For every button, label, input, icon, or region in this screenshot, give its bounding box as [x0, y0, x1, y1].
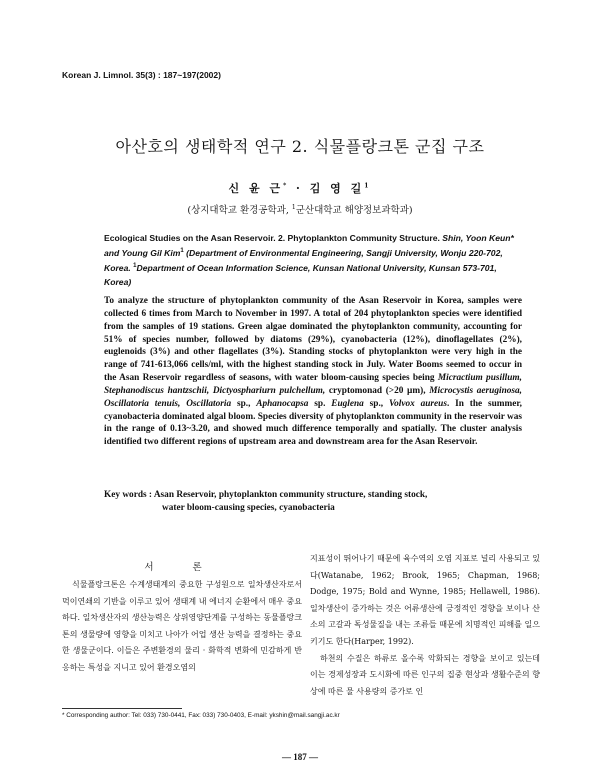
affiliation-part-2: 군산대학교 해양정보과학과): [295, 205, 413, 216]
english-authors: Shin, Yoon Keun* and Young Gil Kim: [104, 233, 514, 259]
footnote-rule: [62, 708, 182, 709]
abstract-species-1: Micractium pusillum, Stephanodiscus hantzschii, Dictyosphariurn pulchellum,: [104, 373, 522, 396]
english-title: Ecological Studies on the Asan Reservoir. 2. Phytoplankton Community Structure.: [104, 233, 440, 243]
abstract-species-3: Aphanocapsa: [256, 398, 309, 409]
page-number: — 187 —: [282, 752, 318, 762]
english-sup-2: 1: [133, 263, 137, 270]
affiliation-mark: 1: [364, 182, 372, 190]
abstract: [104, 295, 522, 449]
abstract-text-3: sp.,: [231, 398, 257, 409]
right-column: [310, 551, 540, 700]
affiliation-line: [0, 202, 600, 216]
author-line: [0, 180, 600, 196]
section-heading-introduction: 서 론: [144, 562, 220, 573]
author-1: 신 윤 근: [228, 182, 284, 195]
abstract-text-2: cryptomonad (>20 µm),: [325, 385, 430, 396]
english-sup-1: 1: [180, 248, 184, 255]
abstract-species-5: Volvox aureus: [388, 398, 447, 409]
journal-reference: Korean J. Limnol. 35(3) : 187~197(2002): [62, 70, 221, 80]
english-affiliation-1: (Department of Environmental Engineering, Sangji University, Wonju 220-702, Korea.: [104, 248, 503, 274]
abstract-text-5: sp.,: [363, 398, 389, 409]
author-2: 김 영 길: [309, 182, 365, 195]
english-title-block: [104, 232, 524, 289]
intro-paragraph-2: 하천의 수질은 하류로 올수록 악화되는 경향을 보이고 있는데 이는 경제성장과 도시화에 따른 인구의 집중 현상과 생활수준의 향상에 따른 물 사용량의 증가로 인: [310, 653, 540, 696]
abstract-text-6: . In the summer, cyanobacteria dominated algal bloom. Species diversity of phytoplankton community in the reservoir was in the range of 0.13~3.20, and showed much difference temporally and spatially. The cluster analysis identified two different regions of upstream area and downstream area for the Asan Reservoir.: [104, 398, 522, 448]
abstract-species-2: Microcystis aeruginosa, Oscillatoria tenuis, Oscillatoria: [104, 385, 522, 409]
author-separator: ·: [289, 182, 310, 195]
paper-title: 아산호의 생태학적 연구 2. 식물플랑크톤 군집 구조: [115, 137, 485, 156]
keywords-label: Key words :: [104, 490, 154, 500]
affiliation-part-1: (상지대학교 환경공학과,: [187, 205, 292, 216]
abstract-text-1: To analyze the structure of phytoplankton community of the Asan Reservoir in Korea, samples were collected 6 times from March to November in 1997. A total of 204 phytoplankton species were identified from the samples of 19 stations. Green algae dominated the phytoplankton community, accounting for 51% of species number, followed by diatoms (29%), cyanobacteria (12%), dinoflagellates (2%), euglenoids (3%) and other flagellates (3%). Standing stocks of phytoplankton were very high in the range of 741-613,066 cells/ml, with the highest standing stock in July. Water Booms seemed to occur in the Asan Reservoir regardless of seasons, with water bloom-causing species being: [104, 296, 522, 384]
keywords: [104, 489, 524, 514]
abstract-species-4: Euglena: [331, 398, 364, 409]
affiliation-sup: 1: [291, 203, 296, 211]
left-column: [62, 577, 302, 677]
keywords-line-2: water bloom-causing species, cyanobacteria: [162, 502, 335, 513]
english-affiliation-2: Department of Ocean Information Science, Kunsan National University, Kunsan 573-701, Korea): [104, 263, 497, 287]
abstract-text-4: sp.: [308, 398, 332, 409]
corresponding-mark: *: [283, 182, 290, 190]
intro-paragraph-1-continued: 지표성이 뛰어나기 때문에 육수역의 오염 지표로 널리 사용되고 있다(Watanabe, 1962; Brook, 1965; Chapman, 1968; Dodge, 1975; Bold and Wynne, 1985; Hellawell, 1986). 일차생산이 증가하는 것은 어류생산에 긍정적인 경향을 보이나 산소의 고갈과 독성물질을 내는 조류들 때문에 치명적인 피해를 일으키기도 한다(Harper, 1992).: [310, 554, 540, 646]
keywords-line-1: Asan Reservoir, phytoplankton community structure, standing stock,: [153, 490, 428, 500]
intro-paragraph-1: 식물플랑크톤은 수계생태계의 중요한 구성원으로 일차생산자로서 먹이연쇄의 기반을 이루고 있어 생태계 내 에너지 순환에서 매우 중요하다. 일차생산자의 생산능력은 상위영양단계를 구성하는 동물플랑크톤의 생물량에 영향을 미치고 나아가 어업 생산 능력을 결정하는 중요한 생물군이다. 이들은 주변환경의 물리 · 화학적 변화에 민감하게 반응하는 특성을 지니고 있어 환경오염의: [62, 580, 302, 672]
footnote-corresponding-author: * Corresponding author: Tel: 033) 730-0441, Fax: 033) 730-0403, E-mail: ykshin@mail.sangji.ac.kr: [62, 712, 340, 719]
